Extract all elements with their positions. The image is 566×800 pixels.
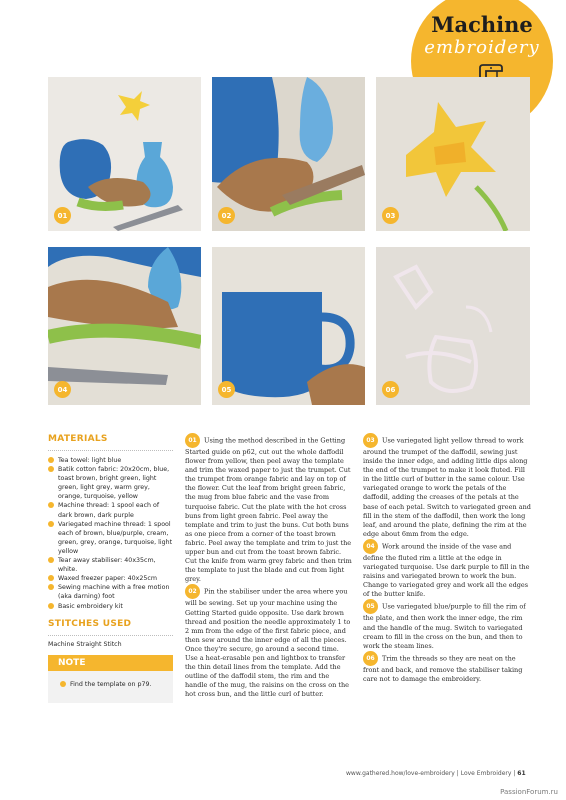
photo-number: 05 (218, 381, 235, 398)
photo-number: 01 (54, 207, 71, 224)
bullet-icon (48, 457, 54, 463)
bullet-icon (48, 502, 54, 508)
step-04: 04 Work around the inside of the vase and define the fluted rim a little at the edge in variegated turquoise. Use dark purple to fill in the raisins and variegated brown to work the bun. Change to variegated grey and work all the edges of the butter knife. (363, 539, 531, 599)
list-item: Sewing machine with a free motion (aka darning) foot (48, 583, 173, 601)
step-photo-04 (48, 247, 201, 405)
step-photo-06 (376, 247, 530, 405)
bullet-icon (48, 584, 54, 590)
step-05: 05 Use variegated blue/purple to fill the rim of the plate, and then work the inner edge, the rim and the handle of the mug. Switch to variegated cream to fill in the cross on the bun, and then to work the steam lines. (363, 599, 531, 650)
photo-number: 02 (218, 207, 235, 224)
photo-illustration (212, 247, 365, 405)
list-item: Tea towel: light blue (48, 456, 173, 465)
step-number: 06 (363, 651, 378, 666)
photo-number: 03 (382, 207, 399, 224)
footer-url[interactable]: www.gathered.how/love-embroidery (346, 770, 455, 777)
bullet-icon (48, 603, 54, 609)
bullet-icon (48, 521, 54, 527)
step-photo-03 (376, 77, 530, 231)
photo-illustration (48, 77, 201, 231)
photo-illustration (48, 247, 201, 405)
bullet-icon (60, 681, 66, 687)
stitches-item: Machine Straight Stitch (48, 640, 122, 648)
section-subtitle: embroidery (424, 37, 540, 58)
instructions-column-2 (363, 433, 531, 684)
bullet-icon (48, 466, 54, 472)
materials-list (48, 456, 173, 611)
footer-magazine: Love Embroidery (460, 770, 512, 777)
watermark: PassionForum.ru (500, 788, 558, 796)
instructions-column-1 (185, 433, 353, 699)
step-number: 05 (363, 599, 378, 614)
photo-illustration (212, 77, 365, 231)
footer-separator: | (513, 770, 516, 777)
divider (48, 635, 173, 636)
note-box (48, 655, 173, 703)
step-photo-01 (48, 77, 201, 231)
list-item: Tear away stabiliser: 40x35cm, white. (48, 556, 173, 574)
step-photo-05 (212, 247, 365, 405)
page-footer (346, 770, 526, 777)
step-number: 03 (363, 433, 378, 448)
step-number: 01 (185, 433, 200, 448)
page-number: 61 (517, 770, 526, 777)
photo-illustration (376, 77, 530, 231)
photo-number: 04 (54, 381, 71, 398)
list-item: Basic embroidery kit (48, 602, 173, 611)
note-heading: NOTE (48, 655, 173, 671)
materials-panel (48, 433, 173, 703)
list-item: Batik cotton fabric: 20x20cm, blue, toast brown, bright green, light green, light grey, warm grey, orange, turquoise, yellow (48, 465, 173, 501)
footer-separator: | (456, 770, 459, 777)
note-text: Find the template on p79. (48, 671, 173, 689)
materials-heading: MATERIALS (48, 434, 108, 444)
step-02: 02 Pin the stabiliser under the area where you will be sewing. Set up your machine using the Getting Started guide opposite. Use dark brown thread and position the needle approximately 1 to 2 mm from the edge of the first fabric piece, and then sew around the inner edge of all the pieces. Once they're secure, go around a second time. Use a heat-erasable pen and lightbox to transfer the thin detail lines from the template. Add the outline of the daffodil stem, the rim and the handle of the mug, the raisins on the cross on the hot cross bun, and the little curl of butter. (185, 584, 353, 699)
list-item: Variegated machine thread: 1 spool each of brown, blue/purple, cream, green, grey, orange, turquoise, light yellow (48, 520, 173, 556)
divider (48, 450, 173, 451)
bullet-icon (48, 575, 54, 581)
step-number: 04 (363, 539, 378, 554)
step-06: 06 Trim the threads so they are neat on the front and back, and remove the stabiliser taking care not to damage the embroidery. (363, 651, 531, 684)
list-item: Machine thread: 1 spool each of dark brown, dark purple (48, 501, 173, 519)
photo-illustration (376, 247, 530, 405)
step-photo-02 (212, 77, 365, 231)
step-03: 03 Use variegated light yellow thread to work around the trumpet of the daffodil, sewing just inside the inner edge, and adding little dips along the end of the trumpet to make it look fluted. Fill in the little curl of butter in the same colour. Use variegated orange to work the petals of the daffodil, adding the creases of the petals at the base of each petal. Switch to variegated green and fill in the stem of the daffodil, then work the long leaf, and around the plate, defining the rim at the edge about 6mm from the edge. (363, 433, 531, 539)
step-01: 01 Using the method described in the Getting Started guide on p62, cut out the whole daffodil flower from yellow, then peel away the template and trim the waxed paper to just the trumpet. Cut the trumpet from orange fabric and lay on top of the flower. Cut the leaf from bright green fabric, the mug from blue fabric and the vase from turquoise fabric. Cut the plate with the hot cross buns from light green fabric. Peel away the template and trim to just the buns. Cut both buns as one piece from a corner of the toast brown fabric. Peel away the template and trim to just the upper bun and cut from the toast brown fabric. Cut the knife from warm grey fabric and then trim the template to just the blade and cut from light grey. (185, 433, 353, 584)
photo-number: 06 (382, 381, 399, 398)
section-title: Machine (431, 12, 533, 37)
stitches-heading: STITCHES USED (48, 618, 132, 629)
step-number: 02 (185, 584, 200, 599)
bullet-icon (48, 557, 54, 563)
list-item: Waxed freezer paper: 40x25cm (48, 574, 173, 583)
